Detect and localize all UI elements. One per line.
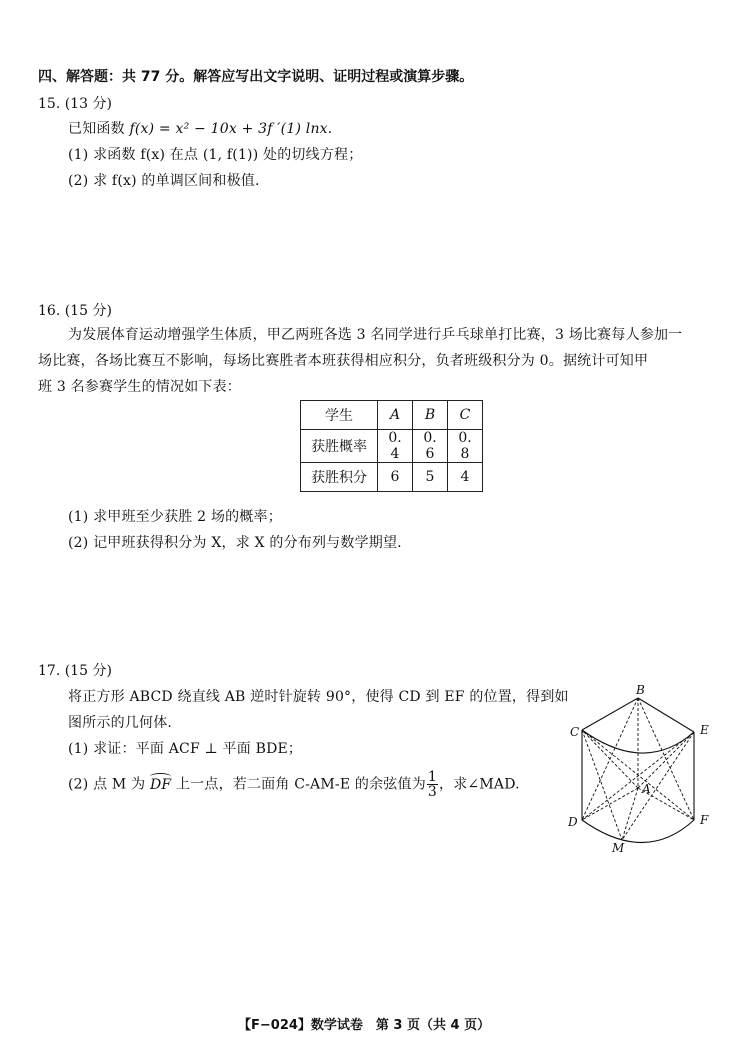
q16-number: 16. (15 分) [38, 303, 112, 319]
q17-number: 17. (15 分) [38, 663, 112, 679]
table-row [301, 463, 483, 492]
table-cell: 5 [413, 463, 448, 492]
label-f: F [700, 813, 709, 827]
q17-stem-line1: 将正方形 ABCD 绕直线 AB 逆时针旋转 90°，使得 CD 到 EF 的位置，得到如 [68, 689, 569, 705]
solid-figure [560, 680, 720, 855]
table-cell: 0. 8 [448, 430, 483, 463]
bottom-arc-df [582, 820, 694, 843]
table-cell: 4 [448, 463, 483, 492]
arc-df-label: DF [149, 776, 172, 793]
table-cell: 获胜概率 [301, 430, 378, 463]
diag-em [622, 732, 694, 840]
label-c: C [570, 725, 580, 739]
table-row [301, 430, 483, 463]
table-header-cell: B [413, 401, 448, 430]
q16-part1: (1) 求甲班至少获胜 2 场的概率； [68, 509, 282, 525]
q17-part1: (1) 求证：平面 ACF ⊥ 平面 BDE； [68, 741, 303, 757]
diag-bf [638, 698, 694, 820]
fraction-denominator: 3 [427, 784, 438, 800]
diag-bd [582, 698, 638, 820]
q16-stem-line2: 场比赛，各场比赛互不影响，每场比赛胜者本班获得相应积分，负者班级积分为 0。据统计可知甲 [38, 353, 649, 369]
q15-stem-prefix: 已知函数 [68, 121, 130, 137]
table-row [301, 401, 483, 430]
table-header-cell: A [378, 401, 413, 430]
q15-stem [68, 118, 332, 138]
q16-table [300, 400, 483, 492]
label-e: E [700, 723, 709, 737]
label-d: D [568, 815, 578, 829]
edge-bc [582, 698, 638, 730]
table-header-cell: C [448, 401, 483, 430]
edge-ad [582, 788, 638, 820]
q15-part1: (1) 求函数 f(x) 在点 (1, f(1)) 处的切线方程； [68, 147, 363, 163]
edge-be [638, 698, 694, 732]
q17-stem-line2: 图所示的几何体. [68, 715, 173, 731]
page-footer: 【F−024】数学试卷 第 3 页（共 4 页） [238, 1018, 491, 1033]
q17-part2-mid: 上一点，若二面角 C-AM-E 的余弦值为 [171, 776, 426, 793]
edge-ae [638, 732, 694, 788]
table-cell: 6 [378, 463, 413, 492]
fraction-one-third [427, 770, 438, 799]
q15-stem-function: f(x) = x² − 10x + 3f ′(1) lnx. [129, 121, 333, 137]
label-b: B [636, 683, 645, 697]
label-a: A [642, 782, 651, 796]
q16-stem-line1: 为发展体育运动增强学生体质，甲乙两班各选 3 名同学进行乒乓球单打比赛，3 场比赛每人参加一 [68, 327, 683, 343]
q17-part2-lead: (2) 点 M 为 [68, 776, 150, 793]
fraction-numerator: 1 [427, 769, 438, 785]
q15-part2: (2) 求 f(x) 的单调区间和极值. [68, 173, 260, 189]
table-cell: 0. 6 [413, 430, 448, 463]
section-title: 四、解答题：共 77 分。解答应写出文字说明、证明过程或演算步骤。 [38, 69, 474, 85]
table-header-cell: 学生 [301, 401, 378, 430]
q16-part2: (2) 记甲班获得积分为 X，求 X 的分布列与数学期望. [68, 535, 402, 551]
table-cell: 0. 4 [378, 430, 413, 463]
label-m: M [612, 841, 625, 855]
q16-stem-line3: 班 3 名参赛学生的情况如下表： [38, 379, 242, 395]
q17-part2-tail: ，求∠MAD. [439, 776, 520, 793]
q15-number: 15. (13 分) [38, 96, 112, 112]
q17-part2 [68, 770, 520, 799]
table-cell: 获胜积分 [301, 463, 378, 492]
